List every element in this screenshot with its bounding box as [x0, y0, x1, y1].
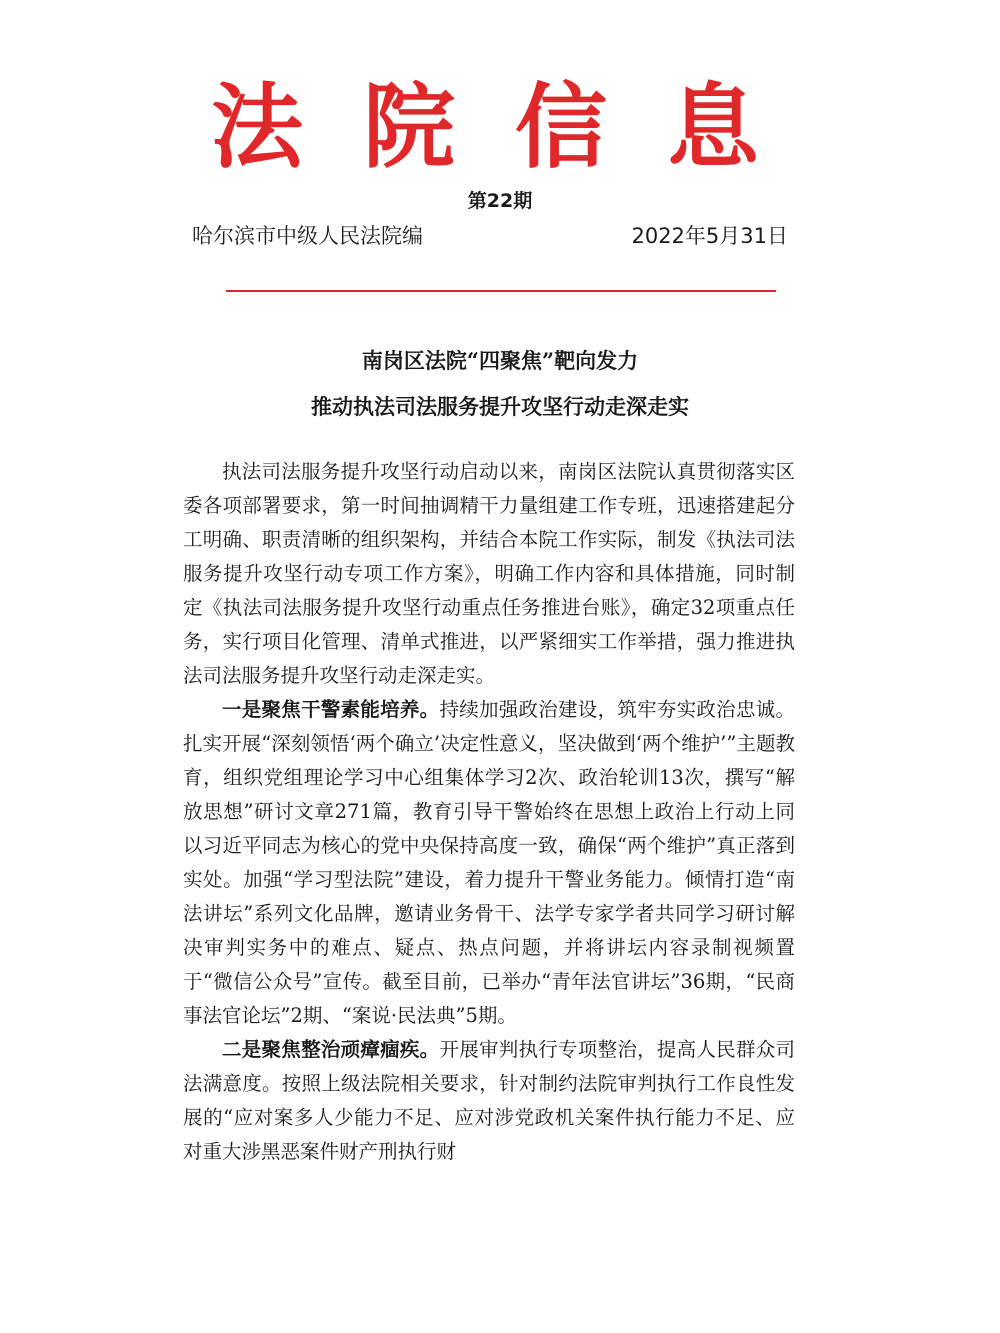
- paragraph-text: 开展审判执行专项整治，提高人民群众司法满意度。按照上级法院相关要求，针对制约法院审判执行工作良性发展的“应对案多人少能力不足、应对涉党政机关案件执行能力不足、应对重大涉黑恶案件财产刑执行财: [183, 1038, 795, 1163]
- headline-line-2: 推动执法司法服务提升攻坚行动走深走实: [311, 394, 689, 419]
- masthead-title: 法院信息: [210, 73, 819, 181]
- article-body: [183, 455, 795, 1169]
- editor-line: 哈尔滨市中级人民法院编: [192, 224, 423, 248]
- paragraph-text: 执法司法服务提升攻坚行动启动以来，南岗区法院认真贯彻落实区委各项部署要求，第一时间抽调精干力量组建工作专班，迅速搭建起分工明确、职责清晰的组织架构，并结合本院工作实际，制发《执法司法服务提升攻坚行动专项工作方案》，明确工作内容和具体措施，同时制定《执法司法服务提升攻坚行动重点任务推进台账》，确定32项重点任务，实行项目化管理、清单式推进，以严紧细实工作举措，强力推进执法司法服务提升攻坚行动走深走实。: [183, 460, 795, 687]
- publish-date: 2022年5月31日: [631, 224, 788, 248]
- paragraph: [183, 1033, 795, 1169]
- paragraph: [183, 693, 795, 1033]
- paragraph-lead: 一是聚焦干警素能培养。: [222, 698, 440, 721]
- issue-number: 第22期: [467, 190, 533, 212]
- paragraph: [183, 455, 795, 693]
- paragraph-lead: 二是聚焦整治顽瘴痼疾。: [222, 1038, 440, 1061]
- header-divider: [226, 290, 776, 292]
- headline-line-1: 南岗区法院“四聚焦”靶向发力: [361, 348, 639, 373]
- paragraph-text: 持续加强政治建设，筑牢夯实政治忠诚。扎实开展“深刻领悟‘两个确立’决定性意义，坚决做到‘两个维护’”主题教育，组织党组理论学习中心组集体学习2次、政治轮训13次，撰写“解放思想”研讨文章271篇，教育引导干警始终在思想上政治上行动上同以习近平同志为核心的党中央保持高度一致，确保“两个维护”真正落到实处。加强“学习型法院”建设，着力提升干警业务能力。倾情打造“南法讲坛”系列文化品牌，邀请业务骨干、法学专家学者共同学习研讨解决审判实务中的难点、疑点、热点问题，并将讲坛内容录制视频置于“微信公众号”宣传。截至目前，已举办“青年法官讲坛”36期，“民商事法官论坛”2期、“案说·民法典”5期。: [183, 698, 795, 1027]
